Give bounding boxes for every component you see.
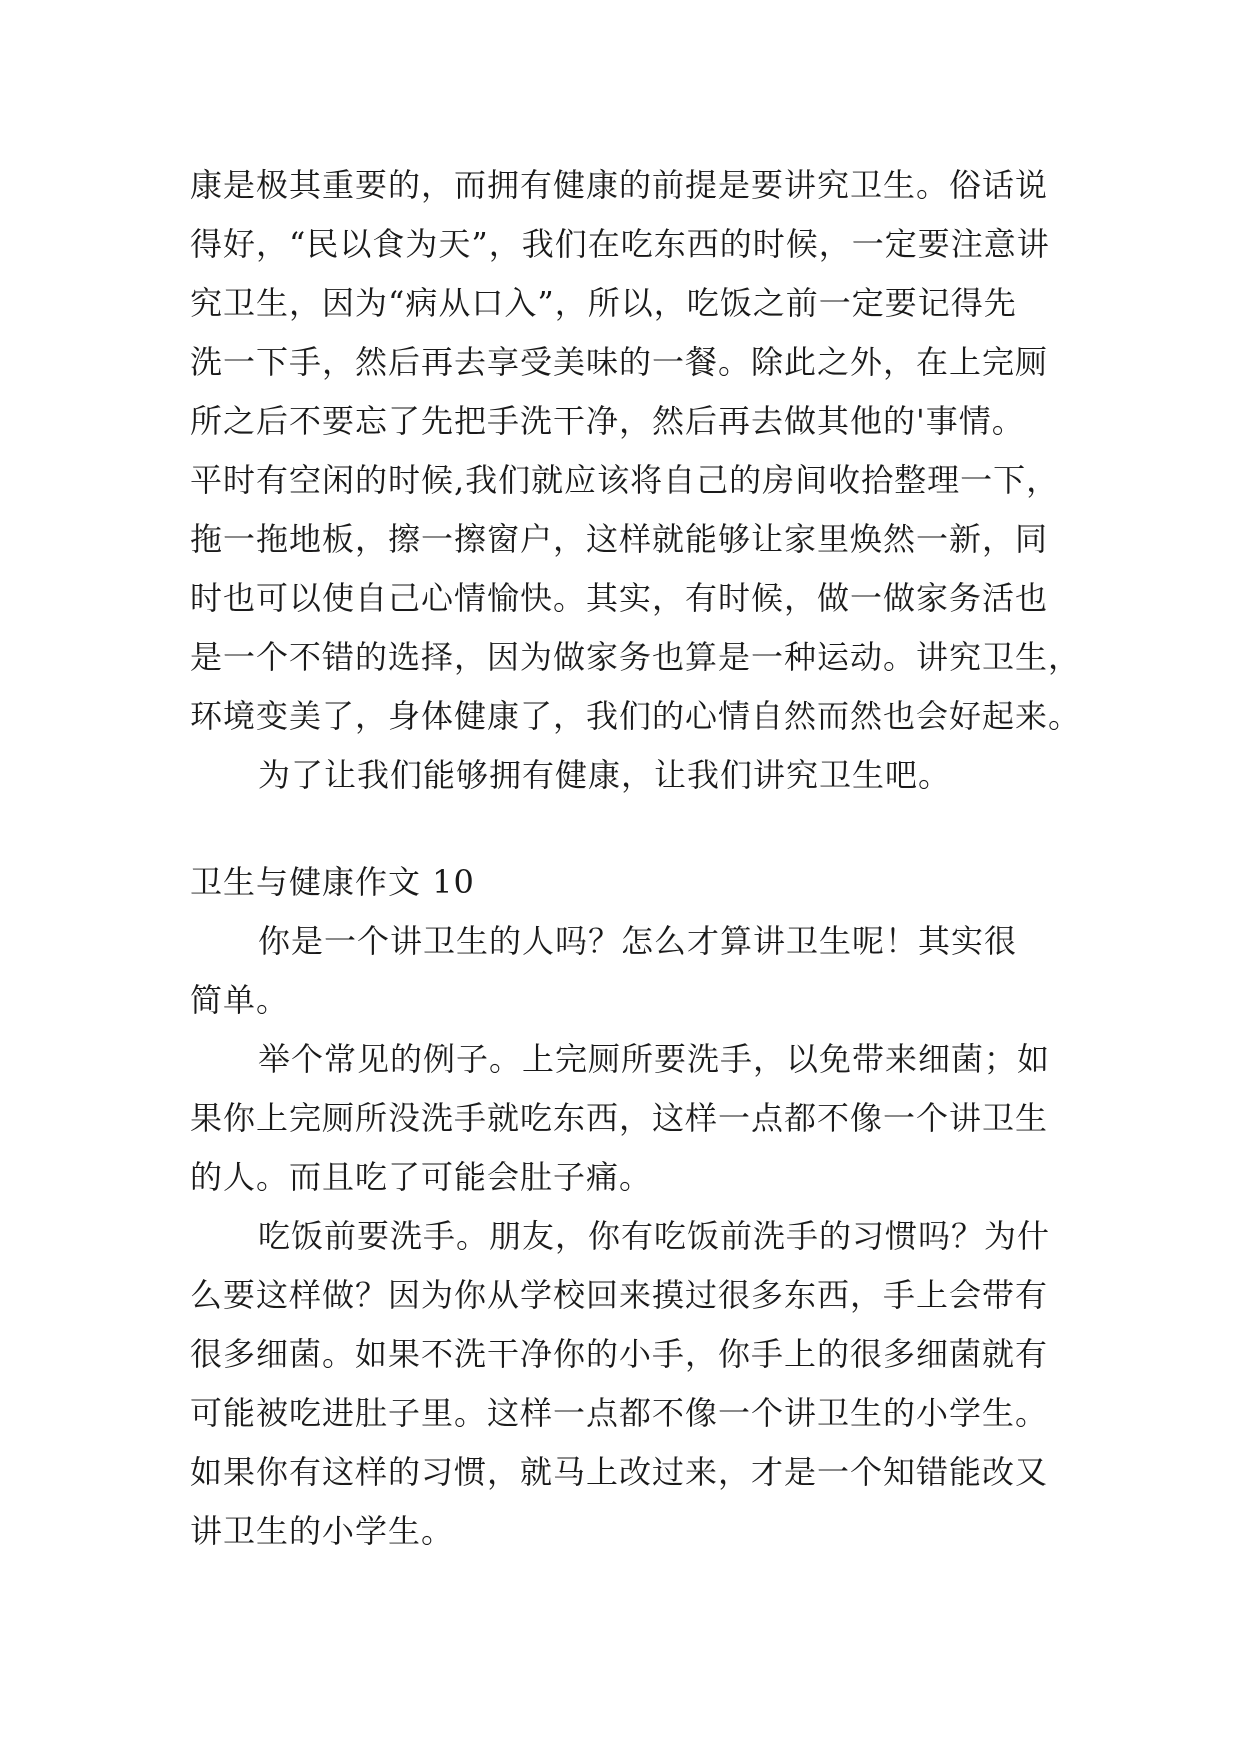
essay-body-part-1 (190, 156, 1082, 805)
essay-body-part-2 (190, 912, 1070, 1561)
text-line: 讲卫生的小学生。 (190, 1512, 455, 1550)
text-line: 很多细菌。如果不洗干净你的小手，你手上的很多细菌就有 (190, 1335, 1049, 1373)
text-line: 拖一拖地板，擦一擦窗户，这样就能够让家里焕然一新，同 (190, 520, 1049, 558)
text-line: 果你上完厕所没洗手就吃东西，这样一点都不像一个讲卫生 (190, 1099, 1049, 1137)
section-heading: 卫生与健康作文 10 (190, 863, 475, 901)
text-line: 简单。 (190, 981, 290, 1019)
text-line: 么要这样做？因为你从学校回来摸过很多东西，手上会带有 (190, 1276, 1049, 1314)
paragraph-first-line: 为了让我们能够拥有健康，让我们讲究卫生吧。 (258, 756, 952, 794)
text-line: 洗一下手，然后再去享受美味的一餐。除此之外，在上完厕 (190, 343, 1049, 381)
text-line: 时也可以使自己心情愉快。其实，有时候，做一做家务活也 (190, 579, 1049, 617)
paragraph-first-line: 你是一个讲卫生的人吗？怎么才算讲卫生呢！其实很 (258, 922, 1018, 960)
text-line: 得好，“民以食为天”，我们在吃东西的时候，一定要注意讲 (190, 225, 1050, 263)
text-line: 如果你有这样的习惯，就马上改过来，才是一个知错能改又 (190, 1453, 1049, 1491)
text-line: 是一个不错的选择，因为做家务也算是一种运动。讲究卫生， (190, 638, 1082, 676)
text-line: 可能被吃进肚子里。这样一点都不像一个讲卫生的小学生。 (190, 1394, 1049, 1432)
text-line: 平时有空闲的时候,我们就应该将自己的房间收拾整理一下， (190, 461, 1060, 499)
text-line: 所之后不要忘了先把手洗干净，然后再去做其他的'事情。 (190, 402, 1025, 440)
paragraph-first-line: 吃饭前要洗手。朋友，你有吃饭前洗手的习惯吗？为什 (258, 1217, 1051, 1255)
text-line: 环境变美了，身体健康了，我们的心情自然而然也会好起来。 (190, 697, 1082, 735)
paragraph-first-line: 举个常见的例子。上完厕所要洗手，以免带来细菌；如 (258, 1040, 1051, 1078)
text-line: 的人。而且吃了可能会肚子痛。 (190, 1158, 653, 1196)
text-line: 究卫生，因为“病从口入”，所以，吃饭之前一定要记得先 (190, 284, 1017, 322)
text-line: 康是极其重要的，而拥有健康的前提是要讲究卫生。俗话说 (190, 166, 1049, 204)
